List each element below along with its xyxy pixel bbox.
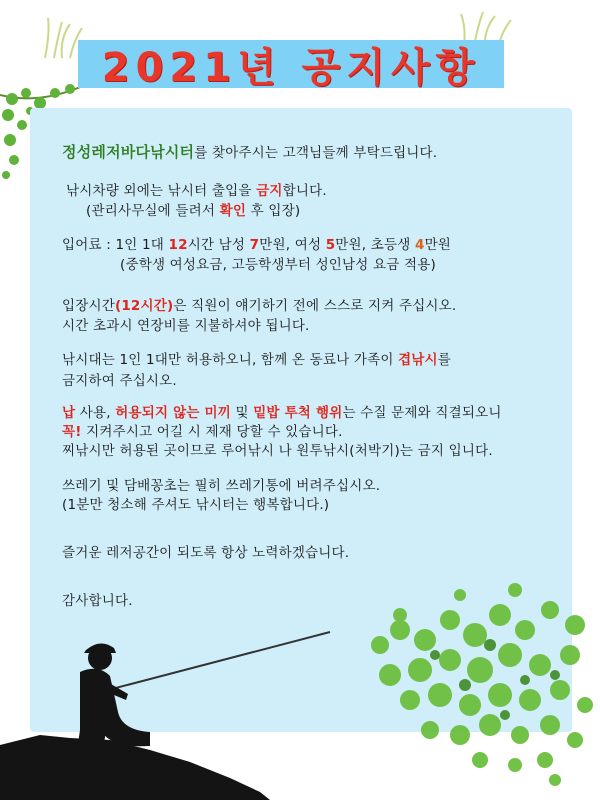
leaves-bottom-right-decoration xyxy=(340,575,600,800)
page-title: 2021년 공지사항 xyxy=(101,44,481,91)
rod-line-2: 금지하여 주십시오. xyxy=(62,373,177,389)
fee-note: (중학생 여성요금, 고등학생부터 성인남성 요금 적용) xyxy=(120,257,436,273)
trash-line-2: (1분만 청소해 주셔도 낚시터는 행복합니다.) xyxy=(62,497,330,513)
lead-line-3: 찌낚시만 허용된 곳이므로 루어낚시 나 원투낚시(처박기)는 금지 입니다. xyxy=(62,443,493,459)
rod-line-1: 낚시대는 1인 1대만 허용하오니, 함께 온 동료나 가족이 겹낚시를 xyxy=(62,352,452,368)
lead-line-2: 꼭! 지켜주시고 어길 시 제재 당할 수 있습니다. xyxy=(62,424,343,440)
title-banner xyxy=(78,40,504,91)
lead-line-1: 납 사용, 허용되지 않는 미끼 및 밑밥 투척 행위는 수질 문제와 직결되오니 xyxy=(62,405,502,421)
thanks-line: 감사합니다. xyxy=(62,593,133,609)
closing-line: 즐거운 레저공간이 되도록 항상 노력하겠습니다. xyxy=(62,545,350,561)
vehicle-line-1: 낚시차량 외에는 낚시터 출입을 금지합니다. xyxy=(66,183,327,199)
brand-name: 정성레저바다낚시터 xyxy=(62,143,195,161)
trash-line-1: 쓰레기 및 담배꽁초는 필히 쓰레기통에 버려주십시오. xyxy=(62,478,381,494)
entry-line-2: 시간 초과시 연장비를 지불하셔야 됩니다. xyxy=(62,318,310,334)
intro-line: 정성레저바다낚시터를 찾아주시는 고객님들께 부탁드립니다. xyxy=(62,143,438,161)
vehicle-line-2: (관리사무실에 들려서 확인 후 입장) xyxy=(86,203,301,219)
entry-line-1: 입장시간(12시간)은 직원이 얘기하기 전에 스스로 지켜 주십시오. xyxy=(62,298,457,314)
fisherman-silhouette-image xyxy=(0,620,340,800)
fee-line: 입어료 : 1인 1대 12시간 남성 7만원, 여성 5만원, 초등생 4만원 xyxy=(62,237,452,253)
